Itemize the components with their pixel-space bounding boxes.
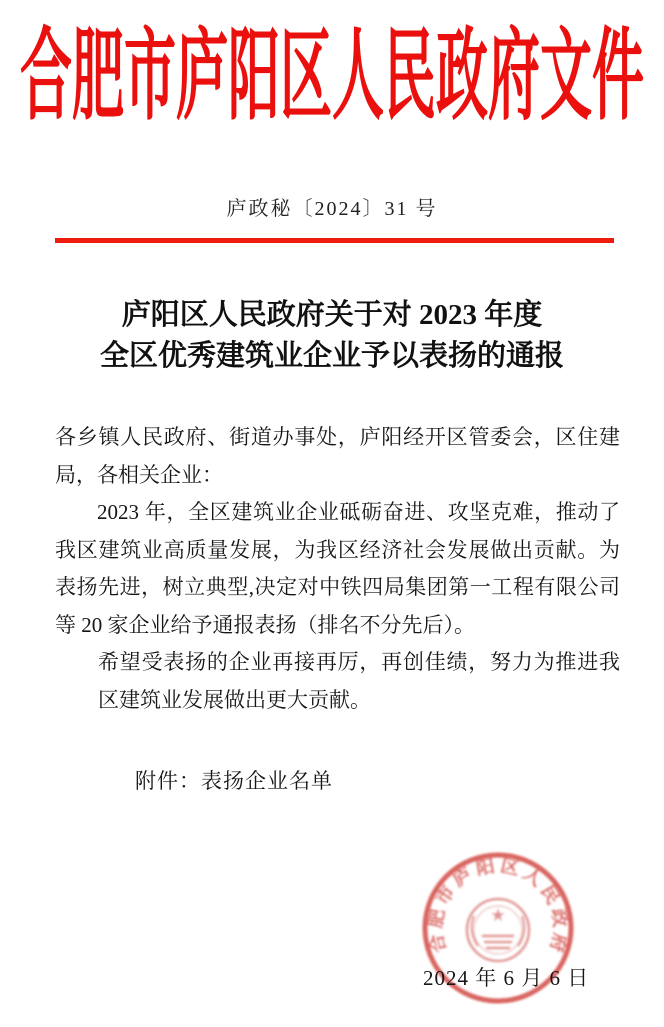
national-emblem-icon <box>467 899 529 961</box>
star-icon: ★ <box>491 909 505 924</box>
seal-text: 合肥市庐阳区人民政府 <box>426 856 570 958</box>
red-separator-line <box>55 238 614 243</box>
document-body <box>55 419 620 719</box>
letterhead <box>0 22 664 132</box>
salutation: 各乡镇人民政府、街道办事处，庐阳经开区管委会，区住建局，各相关企业： <box>55 425 620 487</box>
seal-text-curved <box>424 855 572 958</box>
document-title <box>0 295 664 377</box>
document-title-line2: 全区优秀建筑业企业予以表扬的通报 <box>99 340 564 372</box>
doc-number: 庐政秘〔2024〕31 号 <box>226 198 438 220</box>
body-paragraph-1: 2023 年，全区建筑业企业砥砺奋进、攻坚克难，推动了我区建筑业高质量发展，为我区经济社会发展做出贡献。为表扬先进，树立典型,决定对中铁四局集团第一工程有限公司等 20 家企业给予通报表扬（排名不分先后）。 <box>55 500 620 637</box>
attachment-note: 附件：表扬企业名单 <box>135 769 333 793</box>
letterhead-title: 合肥市庐阳区人民政府文件 <box>20 21 644 132</box>
document-title-line1: 庐阳区人民政府关于对 2023 年度 <box>121 299 543 331</box>
issue-date: 2024 年 6 月 6 日 <box>423 966 590 990</box>
body-paragraph-2: 希望受表扬的企业再接再厉，再创佳绩，努力为推进我区建筑业发展做出更大贡献。 <box>98 650 620 712</box>
